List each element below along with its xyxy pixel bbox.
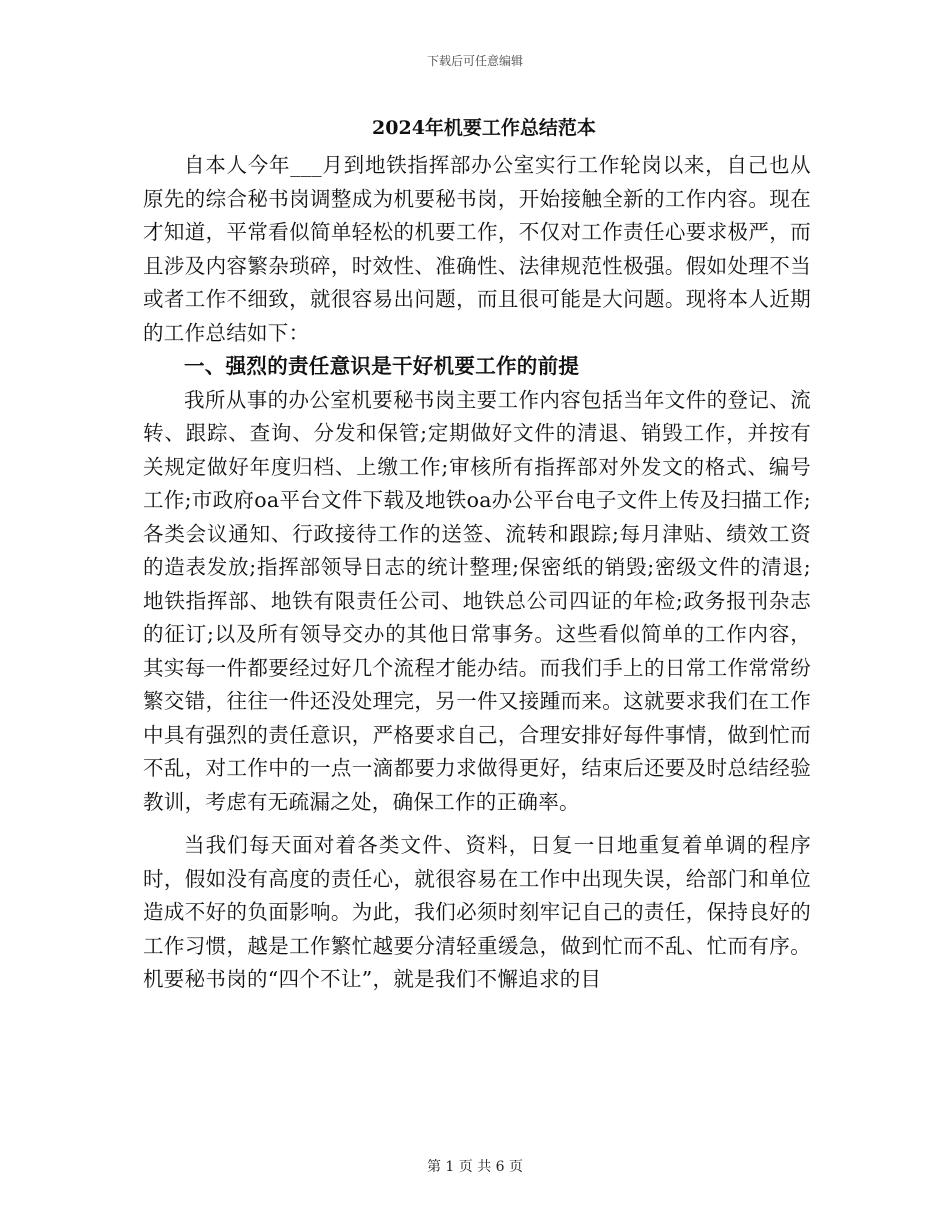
document-title: 2024年机要工作总结范本 — [372, 117, 596, 139]
section-heading: 一、强烈的责任意识是干好机要工作的前提 — [184, 354, 580, 378]
intro-paragraph: 自本人今年___月到地铁指挥部办公室实行工作轮岗以来，自己也从原先的综合秘书岗调整成为机要秘书岗，开始接触全新的工作内容。现在才知道，平常看似简单轻松的机要工作，不仅对工作责任心要求极严，而且涉及内容繁杂琐碎，时效性、准确性、法律规范性极强。假如处理不当或者工作不细致，就很容易出问题，而且很可能是大问题。现将本人近期的工作总结如下： — [143, 153, 811, 345]
page-header: 下载后可任意编辑 — [426, 54, 523, 68]
body-paragraph: 我所从事的办公室机要秘书岗主要工作内容包括当年文件的登记、流转、跟踪、查询、分发和保管;定期做好文件的清退、销毁工作，并按有关规定做好年度归档、上缴工作;审核所有指挥部对外发文的格式、编号工作;市政府oa平台文件下载及地铁oa办公平台电子文件上传及扫描工作;各类会议通知、行政接待工作的送签、流转和跟踪;每月津贴、绩效工资的造表发放;指挥部领导日志的统计整理;保密纸的销毁;密级文件的清退;地铁指挥部、地铁有限责任公司、地铁总公司四证的年检;政务报刊杂志的征订;以及所有领导交办的其他日常事务。这些看似简单的工作内容，其实每一件都要经过好几个流程才能办结。而我们手上的日常工作常常纷繁交错，往往一件还没处理完，另一件又接踵而来。这就要求我们在工作中具有强烈的责任意识，严格要求自己，合理安排好每件事情，做到忙而不乱，对工作中的一点一滴都要力求做得更好，结束后还要及时总结经验教训，考虑有无疏漏之处，确保工作的正确率。 — [143, 387, 811, 814]
page-footer: 第 1 页 共 6 页 — [426, 1159, 524, 1175]
body-paragraph: 当我们每天面对着各类文件、资料，日复一日地重复着单调的程序时，假如没有高度的责任心，就很容易在工作中出现失误，给部门和单位造成不好的负面影响。为此，我们必须时刻牢记自己的责任，保持良好的工作习惯，越是工作繁忙越要分清轻重缓急，做到忙而不乱、忙而有序。机要秘书岗的“四个不让”，就是我们不懈追求的目 — [143, 833, 811, 991]
document-body — [143, 114, 811, 997]
